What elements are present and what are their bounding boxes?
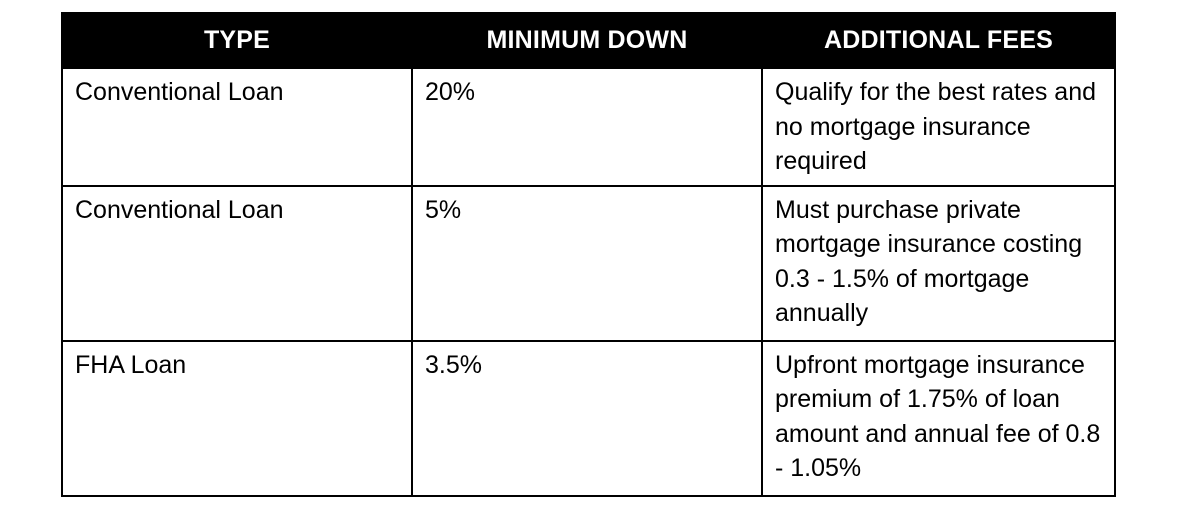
table-row [62,68,1115,186]
cell-additional-fees: Must purchase private mortgage insurance costing 0.3 - 1.5% of mortgage annually [762,186,1115,341]
cell-additional-fees: Upfront mortgage insurance premium of 1.75% of loan amount and annual fee of 0.8 - 1.05% [762,341,1115,496]
column-header-type: TYPE [62,13,412,68]
table-body [62,68,1115,496]
cell-type: Conventional Loan [62,68,412,186]
column-header-minimum-down: MINIMUM DOWN [412,13,762,68]
table-header [62,13,1115,68]
cell-additional-fees: Qualify for the best rates and no mortgage insurance required [762,68,1115,186]
cell-minimum-down: 20% [412,68,762,186]
cell-minimum-down: 3.5% [412,341,762,496]
table-row [62,186,1115,341]
cell-type: Conventional Loan [62,186,412,341]
header-row [62,13,1115,68]
cell-minimum-down: 5% [412,186,762,341]
loan-comparison-table [61,12,1116,497]
cell-type: FHA Loan [62,341,412,496]
column-header-additional-fees: ADDITIONAL FEES [762,13,1115,68]
table-row [62,341,1115,496]
